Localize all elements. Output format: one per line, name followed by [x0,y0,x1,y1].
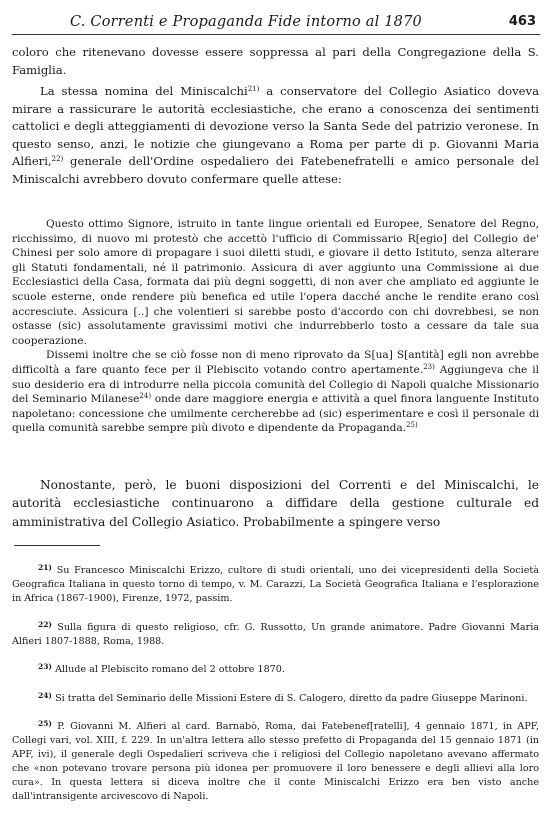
footnotes [12,561,539,816]
footnote-text: Su Francesco Miniscalchi Erizzo, cultore di studi orientali, uno dei vicepresidenti della Società Geografica Italiana in questo torno di tempo, v. M. Carazzi, La Società Geografica Italiana e l'esplorazione in Africa (1867-1900), Firenze, 1972, passim. [12,565,539,604]
paragraph-miniscalchi-nomination [12,83,539,189]
quote-text: Dissemi inoltre che se ciò fosse non di meno riprovato da S[ua] S[antità] egli non avrebbe difficoltà a fare quanto fece per il Plebiscito votando contro apertamente. [12,349,539,376]
page-header [12,12,540,35]
footnote-number: 24) [38,690,52,700]
footnote-separator [14,545,100,546]
footnote-21 [12,561,539,606]
footnote-number: 25) [38,719,52,728]
quote-paragraph: Questo ottimo Signore, istruito in tante lingue orientali ed Europee, Senatore del Regno, ricchissimo, di nuovo mi protestò che accettò l'ufficio di Commissario R[egio] del Collegio de' Chinesi per solo amore di propagare i suoi diletti studi, e giovare il detto Istituto, senza alterare gli Statuti fondamentali, né il patrimonio. Assicura di aver aggiunto una Commissione ai due Ecclesiastici della Casa, formata dai più degni soggetti, di non aver che ampliato ed aggiunte le scuole esterne, onde rendere più benefica ed utile l'opera dacché anche le rendite erano così accresciute. Assicura [..] che volentieri si sarebbe posto d'accordo con chi dovrebbesi, se non ostasse (sic) assolutamente gravissimi motivi che indurrebberlo tosto a cessare da tale sua cooperazione. [12,218,539,347]
footnote-ref: 25) [406,421,418,430]
paragraph-continuation: coloro che ritenevano dovesse essere soppressa al pari della Congregazione della S. Famiglia. [12,45,539,77]
paragraph-nonostante: Nonostante, però, le buoni disposizioni del Correnti e del Miniscalchi, le autorità ecclesiastiche continuarono a diffidare della gestione culturale ed amministrativa del Collegio Asiatico. Probabilmente a spingere verso [12,478,539,529]
paragraph-text: a conservatore del Collegio Asiatico doveva mirare a rassicurare le autorità ecclesiastiche, che erano a conoscenza dei sentimenti cattolici e degli atteggiamenti di devozione verso la Santa Sede del patrizio veronese. In questo senso, anzi, le notizie che giungevano a Roma per parte di p. Giovanni Maria Alfieri, [12,84,540,169]
footnote-ref: 24) [139,392,152,401]
footnote-23 [12,660,539,677]
footnote-ref: 22) [51,155,64,164]
page-number: 463 [508,14,536,29]
footnote-25 [12,717,539,804]
quote-text: Aggiungeva che il suo desiderio era di introdurre nella piccola comunità del Collegio di Napoli qualche Missionario del Seminario Milanese [12,363,539,406]
footnote-ref: 23) [423,362,435,371]
footnote-number: 21) [38,563,52,572]
footnote-text: P. Giovanni M. Alfieri al card. Barnabò, Roma, dai Fatebenef[ratelli], 4 gennaio 1871, in APF, Collegi vari, vol. XIII, f. 229. In un'altra lettera allo stesso prefetto di Propaganda del 15 gennaio 1871 (in APF, ivi), il generale degli Ospedalieri scriveva che i religiosi del Collegio napoletano avevano affermato che «non potevano trovare persona più idonea per promuovere il loro benessere e degli allievi alla loro cura». In questa lettera si diceva inoltre che il conte Miniscalchi Erizzo era ben visto anche dall'intransigente arcivescovo di Napoli. [12,721,539,802]
footnote-text: Sulla figura di questo religioso, cfr. G. Russotto, Un grande animatore. Padre Giovanni Maria Alfieri 1807-1888, Roma, 1988. [12,621,539,647]
block-quote [12,217,539,436]
quote-paragraph [12,348,539,436]
running-head: C. Correnti e Propaganda Fide intorno al 1870 [70,14,422,30]
quote-text: onde dare maggiore energia e attività a quel finora languente Instituto napoletano: concessione che umilmente cercherebbe ad (sic) esperimentare e così il personale di quella comunità sarebbe sempre più divoto e dipendente da Propaganda. [12,393,539,435]
footnote-number: 23) [38,662,52,671]
footnote-22 [12,618,539,649]
paragraph-text: La stessa nomina del Miniscalchi [40,84,248,98]
footnote-text: Si tratta del Seminario delle Missioni Estere di S. Calogero, diretto da padre Giuseppe Marinoni. [55,692,528,704]
footnote-number: 22) [38,619,52,629]
footnote-ref: 21) [247,85,260,93]
paragraph-text: generale dell'Ordine ospedaliero dei Fatebenefratelli e amico personale del Miniscalchi avrebbero dovuto confermare quelle attese: [12,154,539,186]
footnote-24 [12,689,539,706]
footnote-text: Allude al Plebiscito romano del 2 ottobre 1870. [55,664,285,675]
